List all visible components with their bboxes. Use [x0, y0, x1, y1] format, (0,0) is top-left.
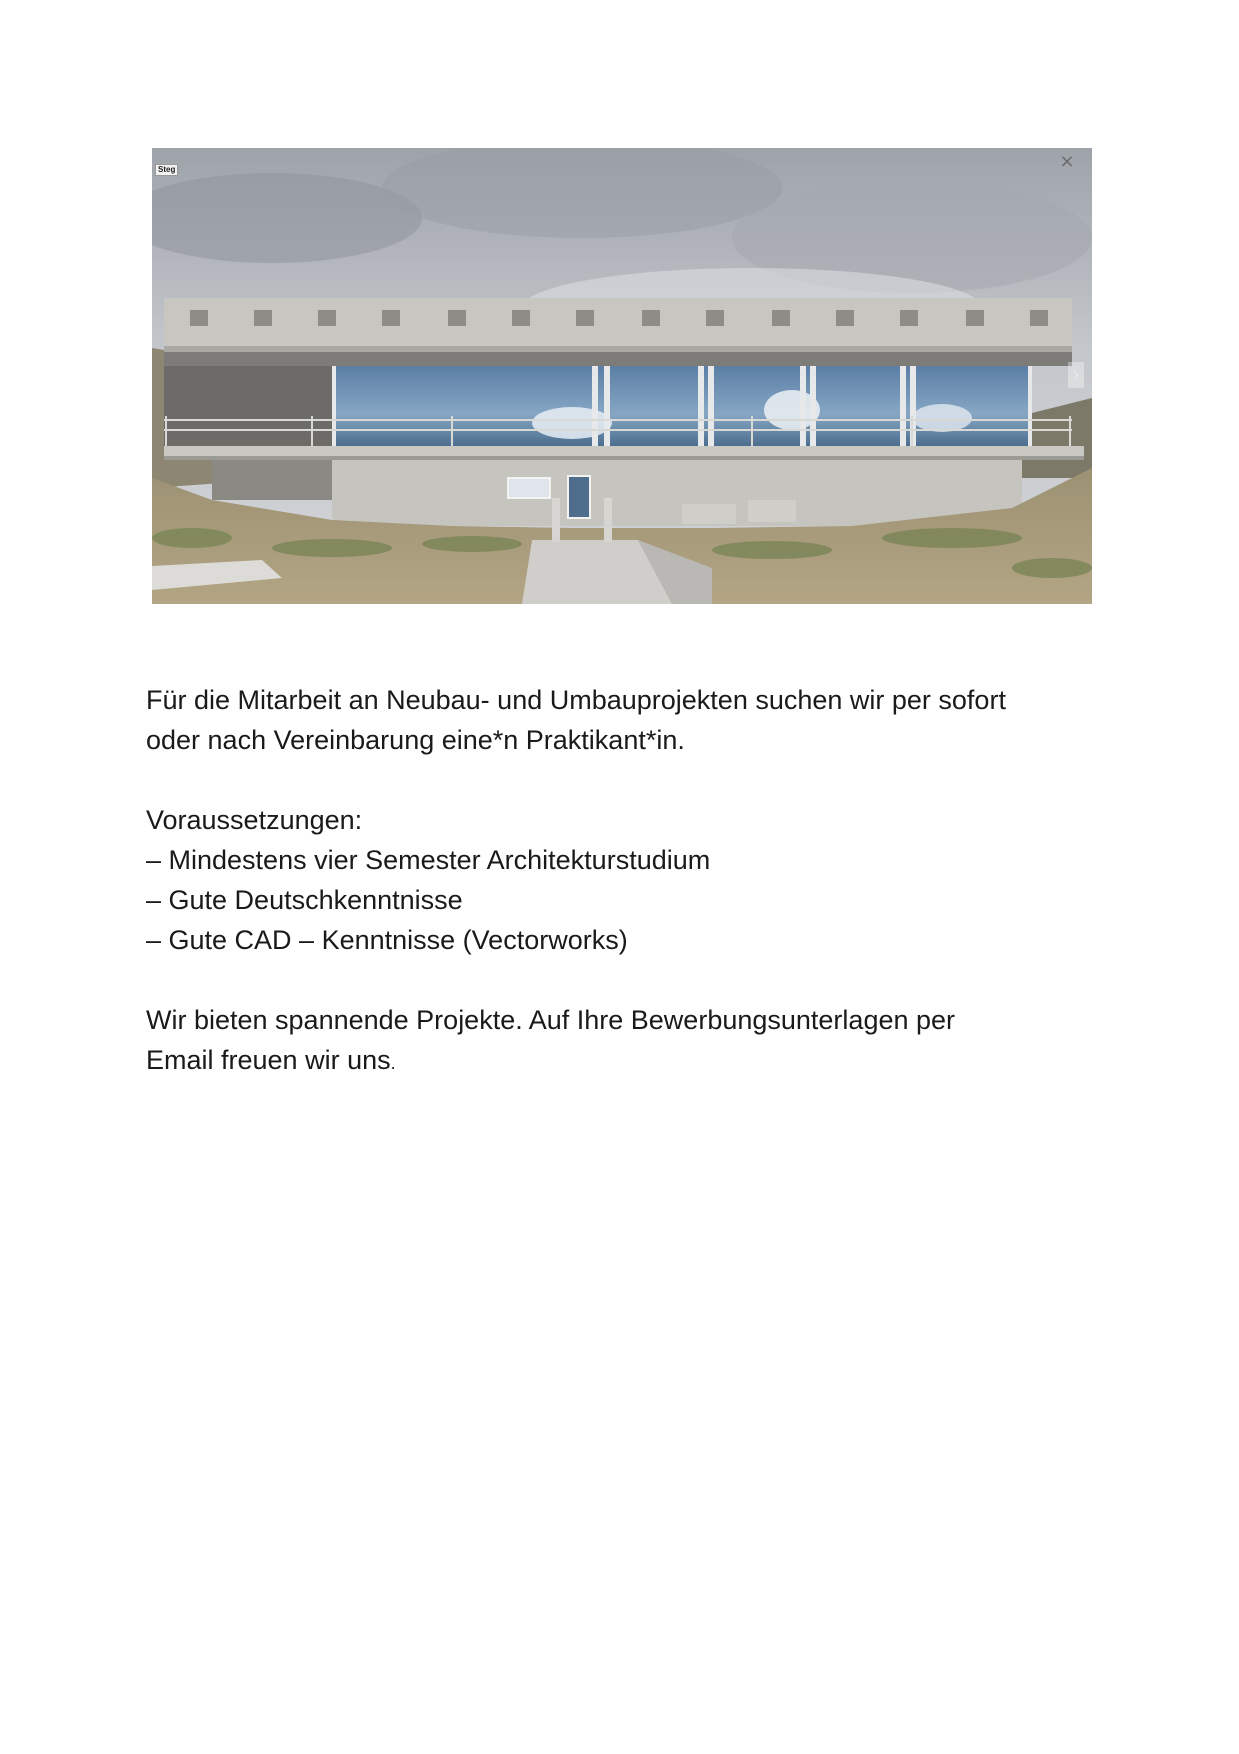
steg-tag: Steg [155, 164, 178, 176]
job-description [146, 680, 1106, 1083]
closing-line-2-text: Email freuen wir uns [146, 1045, 391, 1075]
requirement-item: – Mindestens vier Semester Architekturstudium [146, 845, 711, 875]
requirement-item: – Gute Deutschkenntnisse [146, 885, 463, 915]
intro-line-1: Für die Mitarbeit an Neubau- und Umbauprojekten suchen wir per sofort [146, 685, 1006, 715]
intro-line-2: oder nach Vereinbarung eine*n Praktikant*in. [146, 725, 685, 755]
closing-line-1: Wir bieten spannende Projekte. Auf Ihre Bewerbungsunterlagen per [146, 1005, 956, 1035]
building-photo [152, 148, 1092, 604]
requirement-item: – Gute CAD – Kenntnisse (Vectorworks) [146, 925, 628, 955]
close-icon[interactable]: × [1059, 151, 1075, 172]
closing-line-2 [146, 1040, 1106, 1083]
requirements-heading: Voraussetzungen: [146, 805, 363, 835]
next-arrow-icon[interactable]: › [1068, 362, 1084, 388]
closing-period: . [390, 1053, 396, 1073]
building-photo-illustration [152, 148, 1092, 604]
